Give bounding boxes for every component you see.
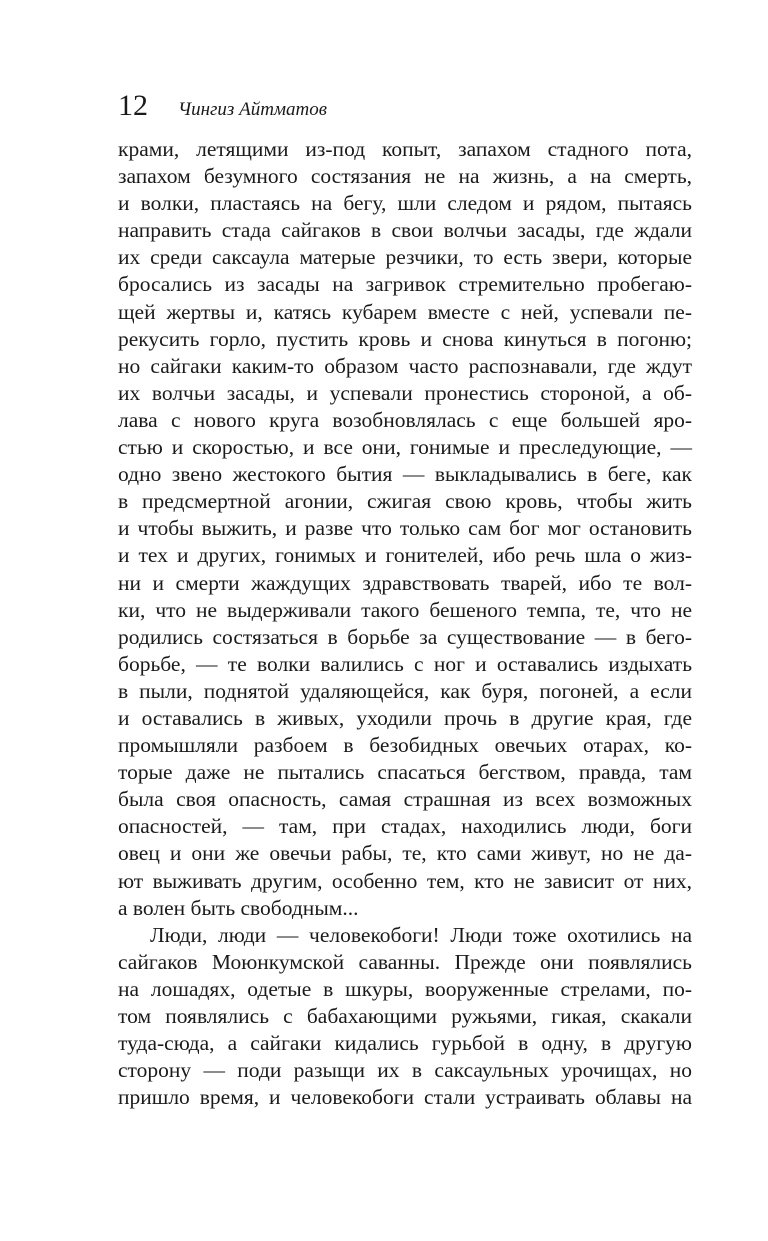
page-header: [118, 86, 327, 126]
text-line: сайгаков Моюнкумской саванны. Прежде они появлялись: [118, 949, 692, 974]
text-line: на лошадях, одетые в шкуры, вооруженные стрелами, по-: [118, 976, 692, 1001]
text-line: ки, что не выдерживали такого бешеного темпа, те, что не: [118, 597, 692, 622]
text-line: в предсмертной агонии, сжигая свою кровь, чтобы жить: [118, 489, 692, 514]
text-line: но сайгаки каким-то образом часто распознавали, где ждут: [118, 353, 692, 378]
text-line: рекусить горло, пустить кровь и снова кинуться в погоню;: [118, 326, 692, 351]
text-line: в пыли, поднятой удаляющейся, как буря, погоней, а если: [118, 678, 692, 703]
text-line: лава с нового круга возобновлялась с еще большей яро-: [118, 407, 692, 432]
text-line: ни и смерти жаждущих здравствовать тварей, ибо те вол-: [118, 570, 692, 595]
text-line: их волчьи засады, и успевали пронестись стороной, а об-: [118, 380, 692, 405]
text-line: бросались из засады на загривок стремительно пробегаю-: [118, 272, 692, 297]
running-head-author: Чингиз Айтматов: [178, 99, 328, 120]
text-line: промышляли разбоем в безобидных овечьих отарах, ко-: [118, 733, 692, 758]
text-line: ют выживать другим, особенно тем, кто не зависит от них,: [118, 868, 692, 893]
text-line: и чтобы выжить, и разве что только сам бог мог остановить: [118, 516, 692, 541]
text-line: пришло время, и человекобоги стали устраивать облавы на: [118, 1085, 692, 1110]
text-line: том появлялись с бабахающими ружьями, гикая, скакали: [118, 1004, 692, 1028]
text-line: их среди саксаула матерые резчики, то есть звери, которые: [118, 245, 692, 270]
paragraph-start-line: Люди, люди — человекобоги! Люди тоже охотились на: [150, 922, 692, 947]
text-line: борьбе, — те волки валились с ног и оставались издыхать: [118, 651, 692, 676]
text-line: направить стада сайгаков в свои волчьи засады, где ждали: [118, 218, 692, 243]
paragraph-end-line: а волен быть свободным...: [118, 895, 359, 920]
text-line: стью и скоростью, и все они, гонимые и преследующие, —: [118, 435, 692, 460]
text-line: опасностей, — там, при стадах, находились люди, боги: [118, 814, 692, 839]
text-line: сторону — поди разыщи их в саксаульных урочищах, но: [118, 1058, 692, 1083]
text-line: овец и они же овечьи рабы, те, кто сами живут, но не да-: [118, 841, 692, 866]
text-line: и волки, пластаясь на бегу, шли следом и рядом, пытаясь: [118, 191, 692, 216]
text-line: крами, летящими из-под копыт, запахом стадного пота,: [118, 137, 692, 161]
text-line: была своя опасность, самая страшная из всех возможных: [118, 787, 692, 812]
text-line: и оставались в живых, уходили прочь в другие края, где: [118, 705, 692, 730]
text-line: торые даже не пытались спасаться бегством, правда, там: [118, 760, 692, 785]
text-line: родились состязаться в борьбе за существование — в бего-: [118, 624, 692, 649]
text-line: щей жертвы и, катясь кубарем вместе с ней, успевали пе-: [118, 299, 692, 324]
text-line: одно звено жестокого бытия — выкладывались в беге, как: [118, 462, 692, 487]
text-line: запахом безумного состязания не на жизнь, а на смерть,: [118, 164, 692, 189]
page-number: 12: [118, 89, 148, 122]
body-text: [118, 136, 692, 1111]
text-line: и тех и других, гонимых и гонителей, ибо речь шла о жиз-: [118, 543, 692, 568]
text-line: туда-сюда, а сайгаки кидались гурьбой в одну, в другую: [118, 1031, 692, 1056]
